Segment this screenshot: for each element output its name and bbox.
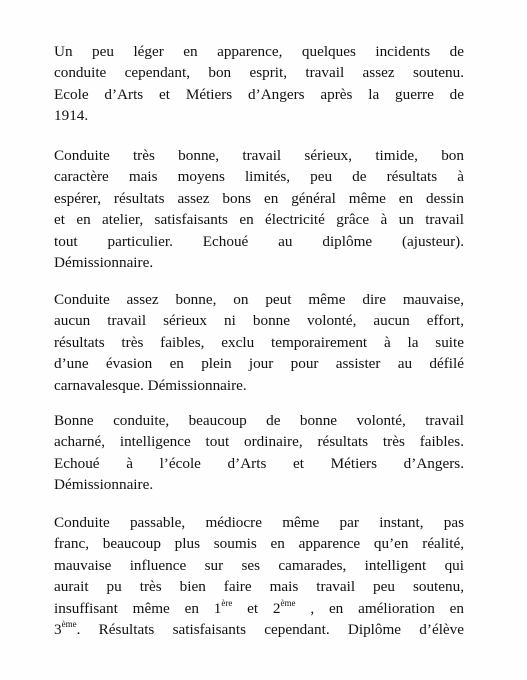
text-line: acharné, intelligence tout ordinaire, résultats très faibles. xyxy=(54,433,464,451)
text-line: Conduite assez bonne, on peut même dire mauvaise, xyxy=(54,291,464,308)
paragraph-1 xyxy=(54,41,464,127)
text-line: Conduite très bonne, travail sérieux, timide, bon xyxy=(54,147,464,164)
text-line: conduite cependant, bon esprit, travail assez soutenu. xyxy=(54,64,464,82)
text-line: 1914. xyxy=(54,107,89,125)
superscript: ème xyxy=(280,597,296,608)
text-line: aurait pu très bien faire mais travail peu soutenu, xyxy=(54,578,464,596)
text-run: , en amélioration en xyxy=(295,599,464,617)
text-line: Démissionnaire. xyxy=(54,253,154,271)
text-run: et 2 xyxy=(232,599,281,617)
paragraph-2 xyxy=(54,145,464,273)
text-line: tout particulier. Echoué au diplôme (ajusteur). xyxy=(54,232,464,250)
text-line: résultats très faibles, exclu temporairement à la suite xyxy=(54,333,464,351)
text-line: Bonne conduite, beaucoup de bonne volonté, travail xyxy=(54,412,464,429)
text-line: aucun travail sérieux ni bonne volonté, aucun effort, xyxy=(54,312,464,330)
text-line: Démissionnaire. xyxy=(54,476,154,494)
text-line: franc, beaucoup plus soumis en apparence qu’en réalité, xyxy=(54,535,464,553)
text-line: espérer, résultats assez bons en général même en dessin xyxy=(54,189,464,207)
text-line: Ecole d’Arts et Métiers d’Angers après la guerre de xyxy=(54,85,464,103)
text-line: caractère mais moyens limités, peu de résultats à xyxy=(54,168,464,186)
text-run: 3 xyxy=(54,620,62,638)
superscript: ème xyxy=(61,618,77,629)
paragraph-3 xyxy=(54,289,464,396)
paragraph-5 xyxy=(54,512,464,640)
text-line: carnavalesque. Démissionnaire. xyxy=(54,376,247,394)
text-line: Echoué à l’école d’Arts et Métiers d’Angers. xyxy=(54,454,464,472)
paragraph-4 xyxy=(54,410,464,496)
text-line: d’une évasion en plein jour pour assister au défilé xyxy=(54,355,464,373)
text-line xyxy=(54,619,464,640)
text-run: . Résultats satisfaisants cependant. Diplôme d’élève xyxy=(76,620,464,638)
text-line: Un peu léger en apparence, quelques incidents de xyxy=(54,43,464,60)
superscript: ère xyxy=(221,597,233,608)
text-line: Conduite passable, médiocre même par instant, pas xyxy=(54,514,464,531)
text-run: insuffisant même en 1 xyxy=(54,599,222,617)
text-line: et en atelier, satisfaisants en électricité grâce à un travail xyxy=(54,211,464,229)
text-line: mauvaise influence sur ses camarades, intelligent qui xyxy=(54,556,464,574)
text-line xyxy=(54,598,464,619)
